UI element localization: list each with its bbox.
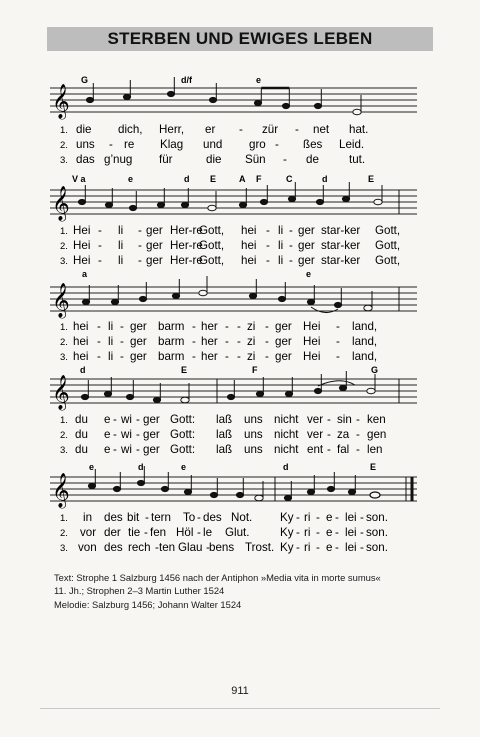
- lyric-syllable: -: [316, 526, 320, 539]
- lyric-syllable: uns: [244, 443, 263, 456]
- lyric-syllable: li: [108, 320, 114, 333]
- lyric-syllable: Herr,: [159, 123, 185, 136]
- lyric-syllable: die: [206, 153, 222, 166]
- source-credits: [54, 571, 454, 611]
- lyric-syllable: ver: [307, 428, 324, 441]
- chord-label: e: [128, 174, 134, 184]
- lyric-syllable: -: [356, 413, 360, 426]
- lyric-syllable: son.: [366, 511, 388, 524]
- lyric-syllable: vor: [80, 526, 97, 539]
- lyric-syllable: zi: [247, 350, 256, 363]
- verse-number: 2.: [60, 528, 68, 539]
- chord-label: e: [181, 462, 187, 472]
- lyric-syllable: -: [120, 350, 124, 363]
- lyric-syllable: e: [326, 541, 333, 554]
- lyric-syllable: Trost.: [245, 541, 275, 554]
- lyric-syllable: -: [113, 428, 117, 441]
- chord-label: G: [371, 365, 379, 375]
- lyric-syllable: len: [367, 443, 383, 456]
- lyric-syllable: ger: [130, 350, 147, 363]
- credit-line: Text: Strophe 1 Salzburg 1456 nach der Antiphon »Media vita in morte sumus«: [54, 572, 381, 583]
- lyric-syllable: uns: [244, 413, 263, 426]
- chord-label: E: [370, 462, 377, 472]
- lyric-syllable: ten: [159, 541, 176, 554]
- music-system-1: [0, 70, 480, 170]
- notes: [81, 371, 399, 403]
- lyric-syllable: Hei: [73, 254, 91, 267]
- lyric-syllable: -: [120, 335, 124, 348]
- lyric-syllable: -: [275, 138, 279, 151]
- lyric-syllable: e: [326, 526, 333, 539]
- music-system-5: [0, 460, 480, 560]
- chord-label: E: [368, 174, 375, 184]
- lyric-syllable: Not.: [231, 511, 253, 524]
- lyric-syllable: star-ker: [321, 239, 361, 252]
- lyric-syllable: -: [316, 541, 320, 554]
- chord-label: A: [239, 174, 246, 184]
- lyric-syllable: -: [138, 254, 142, 267]
- lyric-syllable: -: [336, 350, 340, 363]
- lyric-syllable: Leid.: [339, 138, 365, 151]
- section-banner: [47, 27, 433, 51]
- treble-clef-icon: 𝄞: [52, 283, 70, 318]
- lyric-syllable: laß: [216, 413, 233, 426]
- lyric-syllable: hei: [73, 320, 89, 333]
- lyric-syllable: des: [104, 541, 123, 554]
- page-number: 911: [231, 685, 249, 697]
- lyric-syllable: -: [336, 320, 340, 333]
- lyric-syllable: ger: [275, 320, 292, 333]
- lyric-syllable: li: [278, 254, 284, 267]
- staff-lines: [50, 88, 417, 112]
- lyric-syllable: Gott:: [170, 413, 196, 426]
- lyric-syllable: ver: [307, 413, 324, 426]
- lyric-syllable: Hei: [303, 320, 321, 333]
- lyric-syllable: ger: [298, 224, 315, 237]
- lyric-syllable: -: [289, 254, 293, 267]
- lyric-syllable: laß: [216, 443, 233, 456]
- lyric-syllable: Gott:: [170, 428, 196, 441]
- lyric-syllable: hei: [73, 350, 89, 363]
- lyric-syllable: -: [225, 350, 229, 363]
- lyric-syllable: uns: [76, 138, 95, 151]
- lyric-syllable: e: [104, 428, 111, 441]
- lyric-syllable: -: [138, 239, 142, 252]
- lyric-syllable: in: [83, 511, 93, 524]
- lyric-syllable: barm: [158, 320, 185, 333]
- lyric-syllable: Höl: [176, 526, 194, 539]
- notes: [82, 276, 399, 313]
- lyric-syllable: -: [360, 526, 364, 539]
- lyric-syllable: lei: [345, 541, 357, 554]
- chord-label: e: [306, 269, 312, 279]
- verse-number: 3.: [60, 155, 68, 166]
- lyric-syllable: land,: [352, 320, 378, 333]
- verse-number: 2.: [60, 337, 68, 348]
- lyric-syllable: -: [335, 541, 339, 554]
- chord-label: d/f: [181, 75, 192, 85]
- lyric-syllable: -: [192, 335, 196, 348]
- chord-label: d: [322, 174, 328, 184]
- lyric-syllable: -: [296, 541, 300, 554]
- lyric-syllable: ger: [146, 224, 163, 237]
- lyric-syllable: ri: [304, 541, 311, 554]
- lyric-syllable: ger: [143, 428, 160, 441]
- lyric-syllable: -: [335, 526, 339, 539]
- lyric-syllable: ger: [275, 350, 292, 363]
- lyric-syllable: -: [113, 443, 117, 456]
- lyric-syllable: -: [295, 123, 299, 136]
- chord-label: d: [184, 174, 190, 184]
- lyric-syllable: Gott,: [375, 239, 401, 252]
- lyric-syllable: -: [155, 541, 159, 554]
- lyric-syllable: fal: [337, 443, 350, 456]
- chord-label: d: [283, 462, 289, 472]
- lyric-syllable: fen: [150, 526, 167, 539]
- lyric-syllable: -: [97, 335, 101, 348]
- lyric-syllable: ri: [304, 526, 311, 539]
- lyric-syllable: li: [118, 239, 124, 252]
- lyric-syllable: nicht: [274, 443, 299, 456]
- lyric-syllable: laß: [216, 428, 233, 441]
- lyric-syllable: her: [201, 335, 218, 348]
- lyric-syllable: -: [283, 153, 287, 166]
- notes: [78, 182, 399, 214]
- verse-number: 1.: [60, 513, 68, 524]
- chord-label: E: [181, 365, 188, 375]
- credit-line: Melodie: Salzburg 1456; Johann Walter 1524: [54, 598, 242, 610]
- staff-lines: [50, 477, 417, 501]
- lyric-syllable: -: [136, 413, 140, 426]
- lyric-syllable: Hei: [73, 224, 91, 237]
- lyric-syllable: ger: [298, 239, 315, 252]
- treble-clef-icon: 𝄞: [52, 84, 70, 119]
- lyric-syllable: -: [225, 335, 229, 348]
- lyric-syllable: Hei: [303, 350, 321, 363]
- notes: [88, 466, 412, 501]
- lyric-syllable: Ky: [280, 526, 294, 539]
- bottom-divider: [40, 708, 440, 709]
- lyric-syllable: -: [206, 541, 210, 554]
- chord-label: a: [82, 269, 88, 279]
- lyric-syllable: ken: [367, 413, 386, 426]
- lyric-syllable: e: [104, 413, 111, 426]
- lyric-syllable: von: [78, 541, 97, 554]
- verse-number: 2.: [60, 241, 68, 252]
- treble-clef-icon: 𝄞: [52, 186, 70, 221]
- lyric-syllable: -: [289, 224, 293, 237]
- lyric-syllable: Klag: [160, 138, 184, 151]
- lyric-syllable: -: [192, 320, 196, 333]
- section-title: STERBEN UND EWIGES LEBEN: [107, 29, 373, 48]
- lyric-syllable: -: [266, 239, 270, 252]
- lyric-syllable: wi: [121, 428, 132, 441]
- lyric-syllable: Ky: [280, 541, 294, 554]
- lyric-syllable: -: [356, 443, 360, 456]
- lyric-syllable: -: [237, 320, 241, 333]
- lyric-syllable: -: [136, 428, 140, 441]
- lyric-syllable: -: [144, 526, 148, 539]
- lyric-syllable: Glau: [178, 541, 203, 554]
- lyric-syllable: das: [76, 153, 95, 166]
- music-system-2: [0, 172, 480, 272]
- lyric-syllable: -: [265, 350, 269, 363]
- verse-number: 3.: [60, 256, 68, 267]
- lyric-syllable: -: [120, 320, 124, 333]
- lyric-syllable: -: [97, 320, 101, 333]
- lyric-syllable: her: [201, 350, 218, 363]
- lyric-syllable: -: [356, 428, 360, 441]
- verse-number: 2.: [60, 430, 68, 441]
- lyric-syllable: her: [201, 320, 218, 333]
- lyric-syllable: e: [326, 511, 333, 524]
- chord-label: e: [89, 462, 95, 472]
- lyric-syllable: -: [239, 123, 243, 136]
- chord-label: G: [81, 75, 89, 85]
- lyric-syllable: Her-re: [170, 224, 203, 237]
- lyric-syllable: für: [159, 153, 173, 166]
- lyric-syllable: Sün: [245, 153, 266, 166]
- lyric-syllable: -: [327, 428, 331, 441]
- lyric-syllable: bit: [127, 511, 140, 524]
- lyric-syllable: -: [98, 254, 102, 267]
- lyric-syllable: Gott,: [375, 224, 401, 237]
- lyric-syllable: li: [278, 224, 284, 237]
- lyric-syllable: gen: [367, 428, 387, 441]
- lyric-syllable: -: [237, 350, 241, 363]
- lyric-syllable: hat.: [349, 123, 369, 136]
- lyric-syllable: -: [197, 511, 201, 524]
- lyric-syllable: -: [237, 335, 241, 348]
- lyric-syllable: ent: [307, 443, 324, 456]
- chord-label: C: [286, 174, 293, 184]
- lyric-syllable: gro: [249, 138, 266, 151]
- lyric-syllable: barm: [158, 335, 185, 348]
- lyric-syllable: de: [306, 153, 319, 166]
- lyric-syllable: Gott,: [199, 239, 225, 252]
- lyric-syllable: uns: [244, 428, 263, 441]
- lyric-syllable: le: [203, 526, 213, 539]
- lyric-syllable: land,: [352, 335, 378, 348]
- lyric-syllable: Gott,: [199, 224, 225, 237]
- lyric-syllable: -: [98, 224, 102, 237]
- lyric-syllable: -: [316, 511, 320, 524]
- lyric-syllable: ger: [143, 443, 160, 456]
- chord-label: E: [210, 174, 217, 184]
- lyric-syllable: -: [136, 443, 140, 456]
- verse-number: 1.: [60, 226, 68, 237]
- lyric-syllable: -: [225, 320, 229, 333]
- lyric-syllable: der: [104, 526, 121, 539]
- lyric-syllable: -: [296, 526, 300, 539]
- lyric-syllable: -: [327, 413, 331, 426]
- lyric-syllable: li: [108, 335, 114, 348]
- verse-number: 1.: [60, 322, 68, 333]
- chord-label: d: [80, 365, 86, 375]
- lyric-syllable: star-ker: [321, 254, 361, 267]
- lyric-syllable: -: [327, 443, 331, 456]
- verse-number: 3.: [60, 352, 68, 363]
- lyric-syllable: -: [336, 335, 340, 348]
- lyric-syllable: Gott:: [170, 443, 196, 456]
- lyric-syllable: die: [76, 123, 92, 136]
- lyric-syllable: tern: [151, 511, 171, 524]
- verse-number: 3.: [60, 445, 68, 456]
- treble-clef-icon: 𝄞: [52, 375, 70, 410]
- lyric-syllable: Glut.: [225, 526, 250, 539]
- lyric-syllable: ger: [130, 335, 147, 348]
- staff-lines: [50, 190, 417, 214]
- lyric-syllable: tie: [128, 526, 141, 539]
- lyric-syllable: Gott,: [375, 254, 401, 267]
- lyric-syllable: nicht: [274, 413, 299, 426]
- staff-lines: [50, 287, 417, 311]
- lyric-syllable: zi: [247, 320, 256, 333]
- lyric-syllable: ri: [304, 511, 311, 524]
- lyric-syllable: Ky: [280, 511, 294, 524]
- lyric-syllable: des: [104, 511, 123, 524]
- lyric-syllable: rech: [128, 541, 151, 554]
- lyric-syllable: ger: [146, 254, 163, 267]
- lyric-syllable: er: [205, 123, 216, 136]
- lyric-syllable: ßes: [303, 138, 323, 151]
- lyric-syllable: li: [278, 239, 284, 252]
- notes: [86, 77, 361, 115]
- lyric-syllable: To: [183, 511, 196, 524]
- lyric-syllable: -: [266, 224, 270, 237]
- lyric-syllable: -: [97, 350, 101, 363]
- lyric-syllable: du: [75, 428, 88, 441]
- lyric-syllable: hei: [241, 224, 257, 237]
- lyric-syllable: net: [313, 123, 330, 136]
- lyric-syllable: -: [98, 239, 102, 252]
- lyric-syllable: und: [203, 138, 223, 151]
- lyric-syllable: ger: [143, 413, 160, 426]
- lyric-syllable: ger: [275, 335, 292, 348]
- verse-number: 3.: [60, 543, 68, 554]
- lyric-syllable: hei: [73, 335, 89, 348]
- lyric-syllable: -: [265, 320, 269, 333]
- lyric-syllable: barm: [158, 350, 185, 363]
- lyric-syllable: -: [360, 541, 364, 554]
- lyric-syllable: -: [109, 138, 113, 151]
- lyric-syllable: -: [145, 511, 149, 524]
- lyric-syllable: Her-re: [170, 239, 203, 252]
- lyric-syllable: li: [108, 350, 114, 363]
- lyric-syllable: nicht: [274, 428, 299, 441]
- lyric-syllable: du: [75, 413, 88, 426]
- lyric-syllable: dich,: [118, 123, 143, 136]
- lyric-syllable: -: [197, 526, 201, 539]
- lyric-syllable: Hei: [73, 239, 91, 252]
- chord-label: V a: [72, 174, 86, 184]
- lyric-syllable: son.: [366, 541, 388, 554]
- lyric-syllable: tut.: [349, 153, 366, 166]
- verse-number: 2.: [60, 140, 68, 151]
- chord-label: F: [256, 174, 262, 184]
- chord-label: e: [256, 75, 262, 85]
- lyric-syllable: zi: [247, 335, 256, 348]
- verse-number: 1.: [60, 415, 68, 426]
- lyric-syllable: bens: [209, 541, 235, 554]
- lyric-syllable: lei: [345, 526, 357, 539]
- lyric-syllable: -: [265, 335, 269, 348]
- lyric-syllable: -: [138, 224, 142, 237]
- lyric-syllable: -: [192, 350, 196, 363]
- lyric-syllable: wi: [121, 443, 132, 456]
- lyric-syllable: land,: [352, 350, 378, 363]
- lyric-syllable: -: [360, 511, 364, 524]
- treble-clef-icon: 𝄞: [52, 473, 70, 508]
- lyric-syllable: hei: [241, 254, 257, 267]
- music-system-3: [0, 268, 480, 368]
- lyric-syllable: li: [118, 254, 124, 267]
- lyric-syllable: hei: [241, 239, 257, 252]
- lyric-syllable: des: [203, 511, 222, 524]
- lyric-syllable: -: [289, 239, 293, 252]
- lyric-syllable: Gott,: [199, 254, 225, 267]
- lyric-syllable: g’nug: [104, 153, 133, 166]
- lyric-syllable: Her-re: [170, 254, 203, 267]
- lyric-syllable: ger: [146, 239, 163, 252]
- credit-line: 11. Jh.; Strophen 2–3 Martin Luther 1524: [54, 585, 225, 597]
- lyric-syllable: du: [75, 443, 88, 456]
- chord-label: F: [252, 365, 258, 375]
- lyric-syllable: ger: [130, 320, 147, 333]
- lyric-syllable: -: [266, 254, 270, 267]
- lyric-syllable: e: [104, 443, 111, 456]
- lyric-syllable: son.: [366, 526, 388, 539]
- lyric-syllable: wi: [121, 413, 132, 426]
- lyric-syllable: re: [124, 138, 135, 151]
- lyric-syllable: Hei: [303, 335, 321, 348]
- chord-label: d: [138, 462, 144, 472]
- lyric-syllable: lei: [345, 511, 357, 524]
- lyric-syllable: ger: [298, 254, 315, 267]
- lyric-syllable: -: [113, 413, 117, 426]
- lyric-syllable: zür: [262, 123, 279, 136]
- lyric-syllable: sin: [337, 413, 352, 426]
- lyric-syllable: -: [296, 511, 300, 524]
- lyric-syllable: za: [337, 428, 350, 441]
- lyric-syllable: -: [335, 511, 339, 524]
- verse-number: 1.: [60, 125, 68, 136]
- music-system-4: [0, 364, 480, 464]
- lyric-syllable: li: [118, 224, 124, 237]
- lyric-syllable: star-ker: [321, 224, 361, 237]
